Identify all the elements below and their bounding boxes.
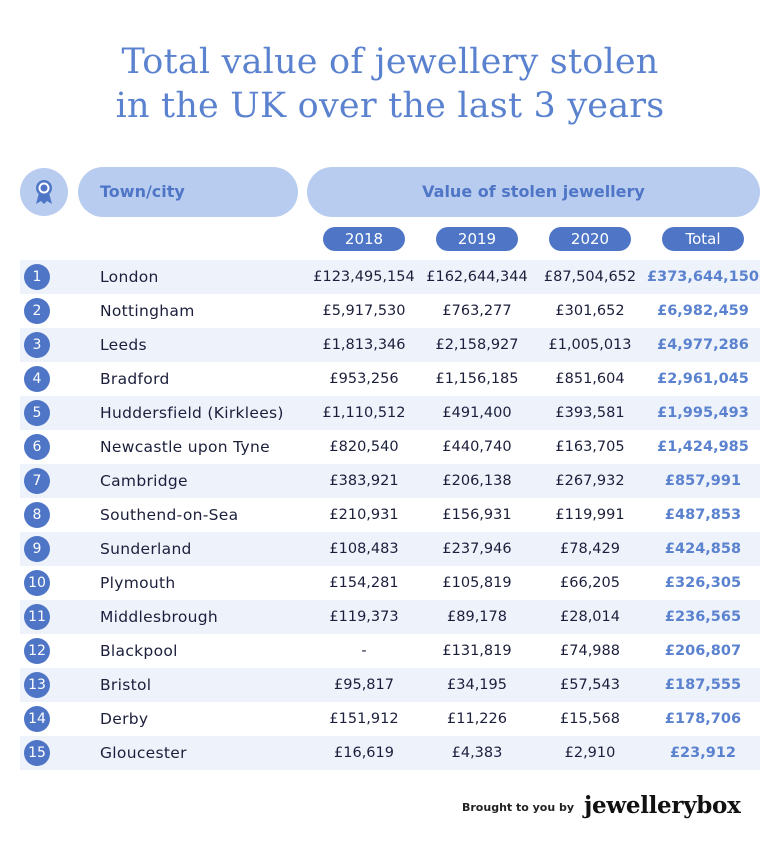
rank-header-badge [20, 168, 68, 216]
cell-total: £187,555 [664, 677, 742, 693]
cell-2019: £763,277 [442, 303, 512, 319]
cell-2019: £440,740 [442, 439, 512, 455]
cell-2018: £108,483 [329, 541, 399, 557]
rank-badge: 9 [24, 536, 50, 562]
cell-2018: £151,912 [329, 711, 399, 727]
rank-badge: 8 [24, 502, 50, 528]
cell-2019: £34,195 [447, 677, 507, 693]
cell-2020: £74,988 [560, 643, 620, 659]
page-title [0, 40, 780, 128]
cell-2018: £1,813,346 [322, 337, 406, 353]
table-row [20, 532, 760, 566]
brand-logo: jewellerybox [584, 792, 741, 819]
cell-city: Nottingham [100, 302, 195, 320]
cell-2018: £953,256 [329, 371, 399, 387]
cell-total: £23,912 [669, 745, 737, 761]
rank-badge: 7 [24, 468, 50, 494]
cell-2018: £154,281 [329, 575, 399, 591]
cell-total: £4,977,286 [657, 337, 749, 353]
column-header-2020: 2020 [549, 227, 631, 251]
cell-2019: £206,138 [442, 473, 512, 489]
cell-2020: £78,429 [560, 541, 620, 557]
cell-city: Huddersfield (Kirklees) [100, 404, 284, 422]
rank-badge: 3 [24, 332, 50, 358]
table-row [20, 566, 760, 600]
cell-city: Newcastle upon Tyne [100, 438, 270, 456]
cell-total: £236,565 [664, 609, 742, 625]
cell-2020: £301,652 [555, 303, 625, 319]
value-header-label: Value of stolen jewellery [422, 182, 645, 201]
cell-2019: £105,819 [442, 575, 512, 591]
cell-2018: £210,931 [329, 507, 399, 523]
cell-2020: £267,932 [555, 473, 625, 489]
cell-total: £424,858 [664, 541, 742, 557]
table-row [20, 634, 760, 668]
rank-badge: 4 [24, 366, 50, 392]
cell-city: Bradford [100, 370, 170, 388]
rank-badge: 6 [24, 434, 50, 460]
cell-2020: £57,543 [560, 677, 620, 693]
column-header-total: Total [662, 227, 744, 251]
cell-total: £1,995,493 [657, 405, 749, 421]
cell-city: Sunderland [100, 540, 192, 558]
rank-badge: 2 [24, 298, 50, 324]
table-row [20, 498, 760, 532]
cell-2020: £15,568 [560, 711, 620, 727]
cell-total: £2,961,045 [657, 371, 749, 387]
cell-2020: £66,205 [560, 575, 620, 591]
column-header-2018: 2018 [323, 227, 405, 251]
cell-2020: £1,005,013 [548, 337, 632, 353]
cell-2019: £162,644,344 [426, 269, 528, 285]
cell-2020: £28,014 [560, 609, 620, 625]
cell-city: Southend-on-Sea [100, 506, 239, 524]
table-row [20, 396, 760, 430]
table-row [20, 294, 760, 328]
rank-badge: 1 [24, 264, 50, 290]
cell-2019: £2,158,927 [435, 337, 519, 353]
title-line-2: in the UK over the last 3 years [115, 86, 665, 126]
rank-badge: 15 [24, 740, 50, 766]
table-row [20, 702, 760, 736]
award-ribbon-icon [33, 179, 55, 205]
cell-2018: - [361, 643, 367, 659]
cell-2020: £2,910 [564, 745, 616, 761]
cell-2018: £820,540 [329, 439, 399, 455]
cell-2019: £89,178 [447, 609, 507, 625]
cell-city: Gloucester [100, 744, 187, 762]
cell-2019: £491,400 [442, 405, 512, 421]
rank-badge: 14 [24, 706, 50, 732]
cell-total: £487,853 [664, 507, 742, 523]
table-row [20, 668, 760, 702]
city-header-label: Town/city [100, 182, 185, 201]
cell-city: Plymouth [100, 574, 176, 592]
cell-2020: £393,581 [555, 405, 625, 421]
cell-2020: £163,705 [555, 439, 625, 455]
footer-brought-by: Brought to you by [462, 801, 575, 814]
cell-2018: £95,817 [334, 677, 394, 693]
cell-city: Middlesbrough [100, 608, 219, 626]
rank-badge: 13 [24, 672, 50, 698]
cell-city: Leeds [100, 336, 147, 354]
rank-badge: 10 [24, 570, 50, 596]
rank-badge: 5 [24, 400, 50, 426]
cell-2020: £87,504,652 [543, 269, 637, 285]
cell-2019: £1,156,185 [435, 371, 519, 387]
table-row [20, 328, 760, 362]
cell-2019: £156,931 [442, 507, 512, 523]
cell-total: £373,644,150 [647, 269, 759, 285]
cell-2018: £5,917,530 [322, 303, 406, 319]
cell-city: London [100, 268, 159, 286]
column-header-2019: 2019 [436, 227, 518, 251]
cell-2019: £131,819 [442, 643, 512, 659]
rank-badge: 11 [24, 604, 50, 630]
cell-2020: £119,991 [555, 507, 625, 523]
cell-2019: £11,226 [447, 711, 507, 727]
cell-total: £1,424,985 [657, 439, 749, 455]
table-row [20, 430, 760, 464]
rank-badge: 12 [24, 638, 50, 664]
cell-2018: £383,921 [329, 473, 399, 489]
cell-total: £326,305 [664, 575, 742, 591]
cell-city: Cambridge [100, 472, 188, 490]
cell-total: £178,706 [664, 711, 742, 727]
table-row [20, 736, 760, 770]
cell-total: £206,807 [664, 643, 742, 659]
cell-city: Derby [100, 710, 149, 728]
table-row [20, 260, 760, 294]
cell-2018: £123,495,154 [313, 269, 415, 285]
cell-city: Blackpool [100, 642, 178, 660]
cell-total: £6,982,459 [657, 303, 749, 319]
table-row [20, 464, 760, 498]
cell-2018: £119,373 [329, 609, 399, 625]
cell-2018: £1,110,512 [322, 405, 406, 421]
cell-2019: £4,383 [451, 745, 503, 761]
title-line-1: Total value of jewellery stolen [121, 42, 659, 82]
cell-total: £857,991 [664, 473, 742, 489]
cell-2020: £851,604 [555, 371, 625, 387]
cell-city: Bristol [100, 676, 152, 694]
cell-2019: £237,946 [442, 541, 512, 557]
cell-2018: £16,619 [334, 745, 394, 761]
table-row [20, 362, 760, 396]
table-row [20, 600, 760, 634]
